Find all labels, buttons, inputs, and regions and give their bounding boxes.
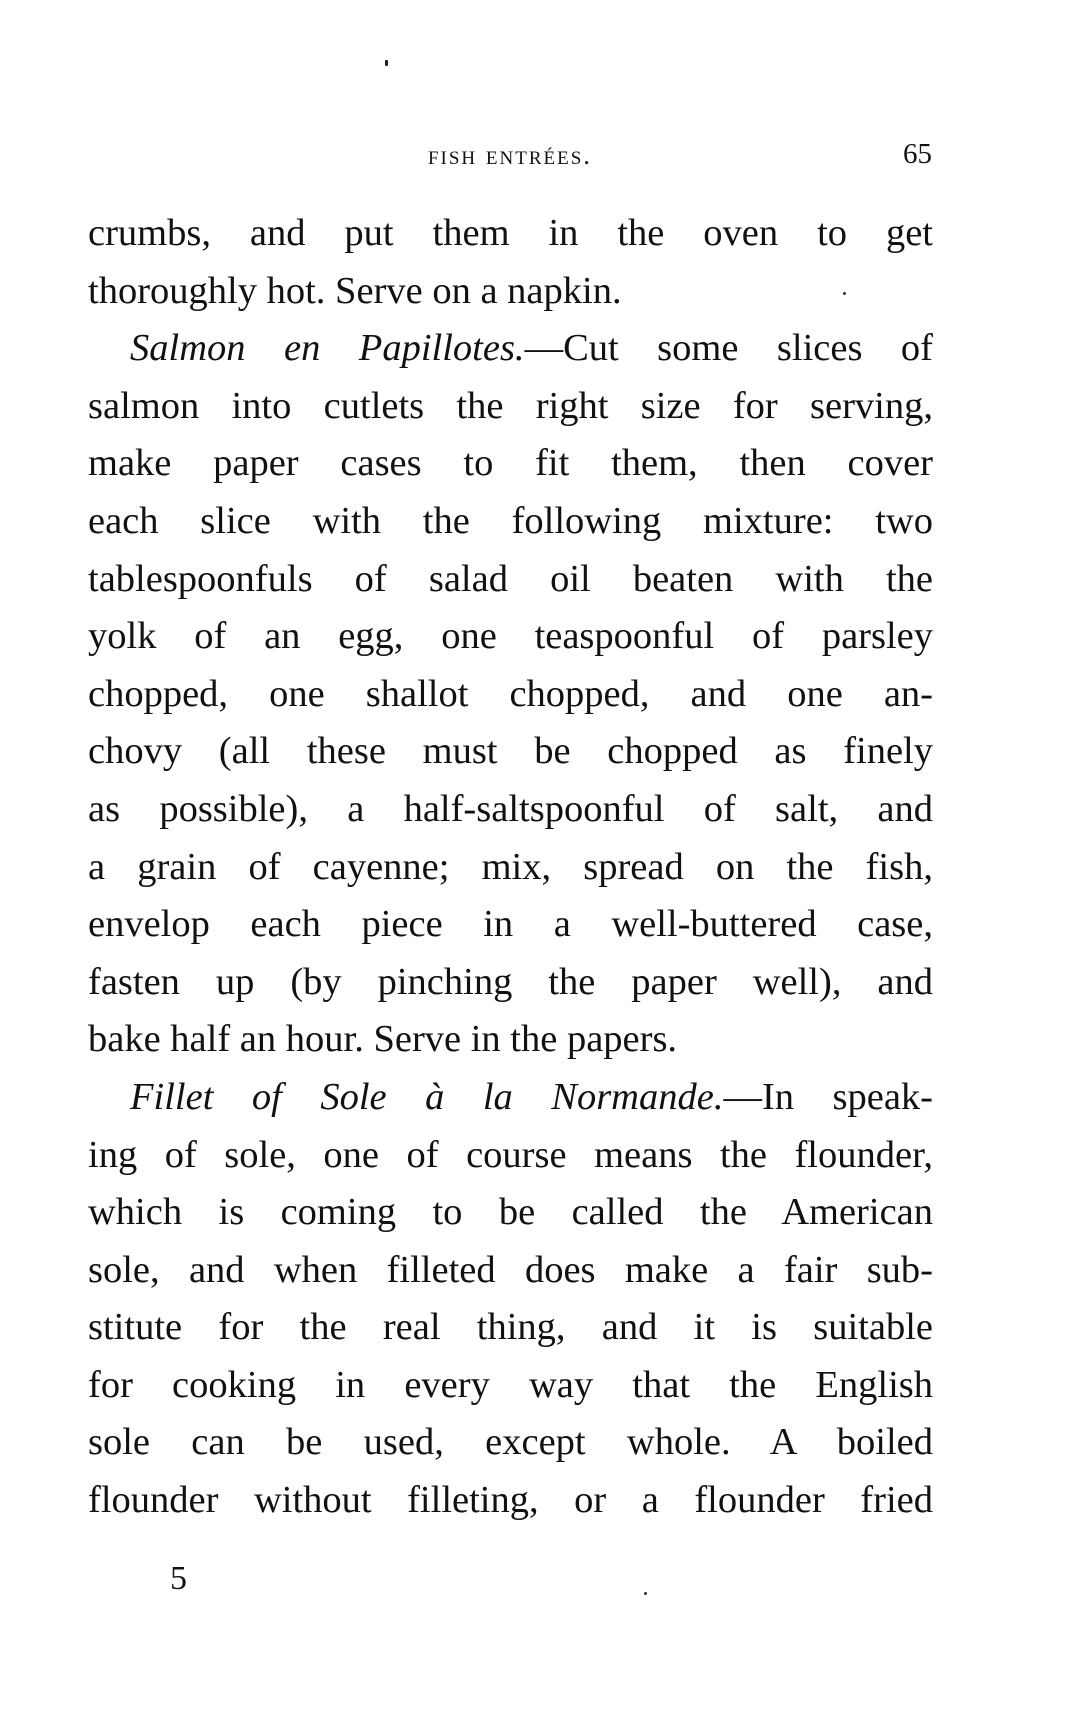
text-line xyxy=(88,1184,933,1242)
text-run: each slice with the following mixture: two xyxy=(88,499,933,542)
text-run: bake half an hour. Serve in the papers. xyxy=(88,1018,678,1061)
text-run: for cooking in every way that the English xyxy=(88,1363,933,1406)
text-run: salmon into cutlets the right size for serving, xyxy=(88,384,933,427)
text-run: —Cut some slices of xyxy=(524,327,933,370)
text-line xyxy=(88,320,933,378)
text-run: sole, and when filleted does make a fair sub- xyxy=(88,1248,933,1291)
text-line xyxy=(88,263,933,321)
text-line xyxy=(88,551,933,609)
text-line xyxy=(88,781,933,839)
text-run: which is coming to be called the American xyxy=(88,1191,933,1234)
text-line xyxy=(88,1472,933,1530)
text-run: yolk of an egg, one teaspoonful of parsley xyxy=(88,615,933,658)
text-line xyxy=(88,608,933,666)
text-line xyxy=(88,666,933,724)
body-text xyxy=(88,205,933,1530)
text-run: chopped, one shallot chopped, and one an- xyxy=(88,672,933,715)
text-run: as possible), a half-saltspoonful of salt, and xyxy=(88,787,933,830)
text-line xyxy=(88,435,933,493)
text-line xyxy=(88,839,933,897)
page-number: 65 xyxy=(903,138,932,170)
text-line xyxy=(88,1011,933,1069)
print-speck xyxy=(385,60,388,66)
text-run: ing of sole, one of course means the flounder, xyxy=(88,1133,933,1176)
text-line xyxy=(88,1069,933,1127)
print-speck xyxy=(644,1592,647,1595)
recipe-title: Fillet of Sole à la Normande. xyxy=(130,1075,724,1118)
running-head xyxy=(90,140,930,180)
text-run: envelop each piece in a well-buttered case, xyxy=(88,903,933,946)
recipe-title: Salmon en Papillotes. xyxy=(130,327,525,370)
signature-mark: 5 xyxy=(170,1560,187,1597)
text-run: a grain of cayenne; mix, spread on the fish, xyxy=(88,845,933,888)
text-line xyxy=(88,378,933,436)
text-line xyxy=(88,1299,933,1357)
text-run: crumbs, and put them in the oven to get xyxy=(88,212,933,254)
text-run: tablespoonfuls of salad oil beaten with the xyxy=(88,557,933,600)
text-run: thoroughly hot. Serve on a napkin. xyxy=(88,269,622,312)
text-line xyxy=(88,1127,933,1185)
text-line xyxy=(88,954,933,1012)
text-line xyxy=(88,493,933,551)
text-run: sole can be used, except whole. A boiled xyxy=(88,1421,933,1464)
text-run: flounder without filleting, or a flounder fried xyxy=(88,1479,933,1522)
text-line xyxy=(88,1242,933,1300)
running-title: fish entrées. xyxy=(427,140,593,170)
text-run: fasten up (by pinching the paper well), and xyxy=(88,960,933,1003)
text-run: —In speak- xyxy=(723,1075,933,1118)
text-line xyxy=(88,723,933,781)
text-line xyxy=(88,205,933,263)
text-line xyxy=(88,896,933,954)
text-line xyxy=(88,1357,933,1415)
text-line xyxy=(88,1414,933,1472)
text-run: make paper cases to fit them, then cover xyxy=(88,442,933,485)
text-run: stitute for the real thing, and it is suitable xyxy=(88,1306,933,1349)
text-run: chovy (all these must be chopped as finely xyxy=(88,730,933,773)
